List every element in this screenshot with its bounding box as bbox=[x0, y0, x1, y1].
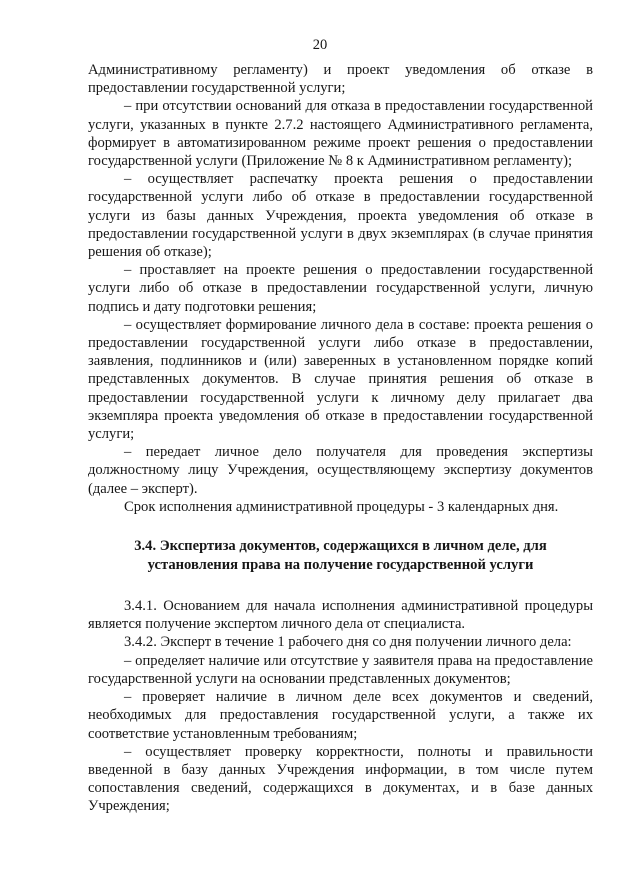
paragraph-deadline: Срок исполнения административной процедуры - 3 календарных дня. bbox=[124, 498, 559, 515]
list-item-transfer-file: – передает личное дело получателя для проведения экспертизы должностному лицу Учреждения, осуществляющему экспертизу документов (далее – эксперт). bbox=[88, 444, 593, 497]
section-heading-line: 3.4. Экспертиза документов, содержащихся в личном деле, для bbox=[134, 538, 547, 555]
clause-3-4-2: 3.4.2. Эксперт в течение 1 рабочего дня со дня получении личного дела: bbox=[124, 634, 572, 651]
section-heading-line: установления права на получение государственной услуги bbox=[147, 557, 534, 574]
section-heading bbox=[88, 537, 593, 575]
list-item-verify-data: – осуществляет проверку корректности, полноты и правильности введенной в базу данных Учреждения информации, в том числе путем сопоставления сведений, содержащихся в документах, и в базе данных Учреждения; bbox=[88, 743, 593, 815]
clause-3-4-1: 3.4.1. Основанием для начала исполнения административной процедуры является получение экспертом личного дела от специалиста. bbox=[88, 598, 593, 633]
list-item-check-documents: – проверяет наличие в личном деле всех документов и сведений, необходимых для предоставления государственной услуги, а также их соответствие установленным требованиям; bbox=[88, 689, 593, 742]
page-number: 20 bbox=[312, 37, 328, 53]
list-item-form-personal-file: – осуществляет формирование личного дела в составе: проекта решения о предоставлении государственной услуги либо отказе в предоставлении, заявления, подлинников и (или) заверенных в установленном порядке копий представленных документов. В случае принятия решения об отказе в предоставлении государственной услуги к личному делу прилагает два экземпляра проекта уведомления об отказе в предоставлении государственной услуги; bbox=[88, 316, 593, 443]
paragraph-continuation: Административному регламенту) и проект уведомления об отказе в предоставлении государственной услуги; bbox=[88, 62, 593, 97]
list-item-determine-right: – определяет наличие или отсутствие у заявителя права на предоставление государственной услуги на основании представленных документов; bbox=[88, 652, 593, 687]
list-item-print-draft: – осуществляет распечатку проекта решения о предоставлении государственной услуги либо об отказе в предоставлении государственной услуги из базы данных Учреждения, проекта уведомления об отказе в предоставлении государственной услуги в двух экземплярах (в случае принятия решения об отказе); bbox=[88, 171, 593, 261]
list-item-form-draft-decision: – при отсутствии оснований для отказа в предоставлении государственной услуги, указанных в пункте 2.7.2 настоящего Административного регламента, формирует в автоматизированном режиме проект решения о предоставлении государственной услуги (Приложение № 8 к Административном регламенту); bbox=[88, 98, 593, 170]
list-item-sign-date: – проставляет на проекте решения о предоставлении государственной услуги либо об отказе в предоставлении государственной услуги, личную подпись и дату подготовки решения; bbox=[88, 262, 593, 315]
document-body bbox=[88, 61, 593, 816]
